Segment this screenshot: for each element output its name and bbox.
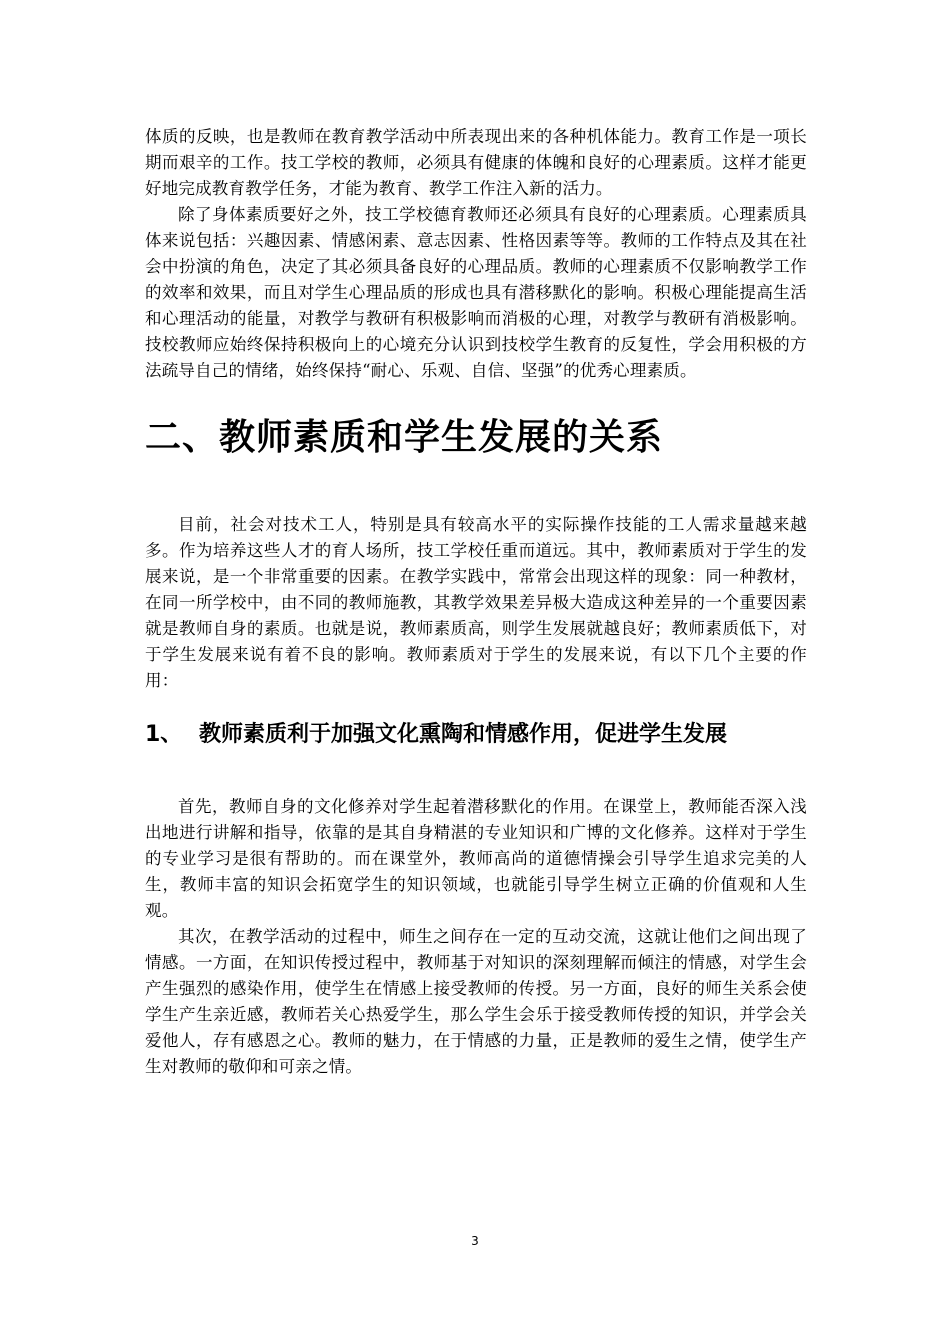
body-paragraph: 除了身体素质要好之外，技工学校德育教师还必须具有良好的心理素质。心理素质具体来说包括：兴趣因素、情感闲素、意志因素、性格因素等等。教师的工作特点及其在社会中扮演的角色，决定了其必须具备良好的心理品质。教师的心理素质不仅影响教学工作的效率和效果，而且对学生心理品质的形成也具有潜移默化的影响。积极心理能提高生活和心理活动的能量，对教学与教研有积极影响而消极的心理，对教学与教研有消极影响。技校教师应始终保持积极向上的心境充分认识到技校学生教育的反复性，学会用积极的方法疏导自己的情绪，始终保持“耐心、乐观、自信、坚强”的优秀心理素质。 — [145, 205, 807, 380]
body-paragraph: 目前，社会对技术工人，特别是具有较高水平的实际操作技能的工人需求量越来越多。作为培养这些人才的育人场所，技工学校任重而道远。其中，教师素质对于学生的发展来说，是一个非常重要的因素。在教学实践中，常常会出现这样的现象：同一种教材，在同一所学校中，由不同的教师施教，其教学效果差异极大造成这种差异的一个重要因素就是教师自身的素质。也就是说，教师素质高，则学生发展就越良好；教师素质低下，对于学生发展来说有着不良的影响。教师素质对于学生的发展来说，有以下几个主要的作用： — [145, 515, 807, 690]
body-paragraph: 体质的反映，也是教师在教育教学活动中所表现出来的各种机体能力。教育工作是一项长期而艰辛的工作。技工学校的教师，必须具有健康的体魄和良好的心理素质。这样才能更好地完成教育教学任务，才能为教育、教学工作注入新的活力。 — [145, 127, 807, 198]
subsection-heading — [145, 720, 807, 750]
subsection-title: 教师素质利于加强文化熏陶和情感作用，促进学生发展 — [199, 722, 728, 747]
page-content — [145, 124, 807, 1080]
subsection-number: 1、 — [145, 722, 183, 747]
section-heading: 二、教师素质和学生发展的关系 — [145, 417, 664, 458]
body-paragraph: 其次，在教学活动的过程中，师生之间存在一定的互动交流，这就让他们之间出现了情感。一方面，在知识传授过程中，教师基于对知识的深刻理解而倾注的情感，对学生会产生强烈的感染作用，使学生在情感上接受教师的传授。另一方面，良好的师生关系会使学生产生亲近感，教师若关心热爱学生，那么学生会乐于接受教师传授的知识，并学会关爱他人，存有感恩之心。教师的魅力，在于情感的力量，正是教师的爱生之情，使学生产生对教师的敬仰和可亲之情。 — [145, 927, 807, 1076]
body-paragraph: 首先，教师自身的文化修养对学生起着潜移默化的作用。在课堂上，教师能否深入浅出地进行讲解和指导，依靠的是其自身精湛的专业知识和广博的文化修养。这样对于学生的专业学习是很有帮助的。而在课堂外，教师高尚的道德情操会引导学生追求完美的人生，教师丰富的知识会拓宽学生的知识领域，也就能引导学生树立正确的价值观和人生观。 — [145, 797, 807, 920]
page-number: 3 — [471, 1234, 479, 1248]
